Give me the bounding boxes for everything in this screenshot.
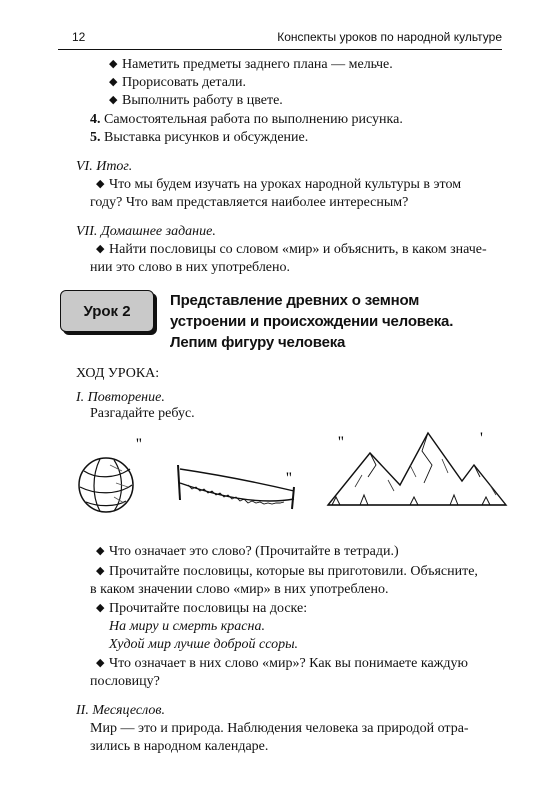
lesson-title: Лепим фигуру человека	[170, 334, 346, 351]
bullet-icon: ◆	[96, 243, 105, 255]
bullet-icon: ◆	[96, 602, 105, 614]
page-header	[58, 29, 502, 50]
rebus-mark: ''	[286, 470, 292, 487]
lesson-badge-label: Урок 2	[83, 302, 131, 320]
rebus-mark: ''	[136, 436, 142, 453]
section-heading: II. Месяцеслов.	[76, 703, 165, 718]
bullet-icon: ◆	[96, 545, 105, 557]
paragraph-line: году? Что вам представляется наиболее интересным?	[90, 195, 409, 210]
lesson-flow-heading: ХОД УРОКА:	[76, 366, 160, 381]
item-number: 4.	[90, 112, 101, 127]
paragraph-line: Мир — это и природа. Наблюдения человека за природой отра-	[90, 721, 469, 736]
ball-picture	[79, 458, 133, 512]
section-heading: I. Повторение.	[76, 390, 165, 405]
list-item: Выполнить работу в цвете.	[122, 93, 283, 108]
item-number: 5.	[90, 130, 101, 145]
lesson-title: устроении и происхождении человека.	[170, 313, 454, 330]
proverb-line: Худой мир лучше доброй ссоры.	[109, 637, 299, 652]
proverb-line: На миру и смерть красна.	[109, 619, 265, 634]
numbered-item	[90, 129, 308, 146]
bullet-icon: ◆	[96, 565, 105, 577]
rebus-mark: ''	[338, 434, 344, 451]
bullet-icon: ◆	[109, 76, 118, 88]
numbered-item	[90, 111, 403, 128]
saw-picture	[178, 465, 294, 509]
paragraph-line: Что мы будем изучать на уроках народной культуры в этом	[109, 177, 462, 192]
question-line: пословицу?	[90, 674, 160, 689]
paragraph-line: нии это слово в них употреблено.	[90, 260, 291, 275]
bullet-icon: ◆	[96, 178, 105, 190]
task-text: Разгадайте ребус.	[90, 406, 195, 421]
bullet-icon: ◆	[109, 94, 118, 106]
item-text: Самостоятельная работа по выполнению рисунка.	[104, 112, 403, 127]
running-title: Конспекты уроков по народной культуре	[277, 30, 502, 44]
paragraph-line: зились в народном календаре.	[90, 739, 269, 754]
list-item: Прорисовать детали.	[122, 75, 247, 90]
section-heading: VI. Итог.	[76, 159, 133, 174]
rebus-mark: '	[480, 430, 483, 447]
paragraph-line: Найти пословицы со словом «мир» и объяснить, в каком значе-	[109, 242, 487, 257]
list-item: Наметить предметы заднего плана — мельче.	[122, 57, 393, 72]
question-line: Что означает это слово? (Прочитайте в тетради.)	[109, 544, 399, 559]
question-line: в каком значении слово «мир» в них употреблено.	[90, 582, 389, 597]
lesson-badge	[60, 290, 154, 332]
section-heading: VII. Домашнее задание.	[76, 224, 216, 239]
page-number: 12	[72, 30, 86, 44]
question-line: Прочитайте пословицы на доске:	[109, 601, 308, 616]
item-text: Выставка рисунков и обсуждение.	[104, 130, 309, 145]
bullet-icon: ◆	[96, 657, 105, 669]
question-line: Прочитайте пословицы, которые вы приготовили. Объясните,	[109, 564, 478, 579]
lesson-title: Представление древних о земном	[170, 292, 420, 309]
bullet-icon: ◆	[109, 58, 118, 70]
rebus-illustration	[70, 425, 510, 530]
question-line: Что означает в них слово «мир»? Как вы понимаете каждую	[109, 656, 468, 671]
